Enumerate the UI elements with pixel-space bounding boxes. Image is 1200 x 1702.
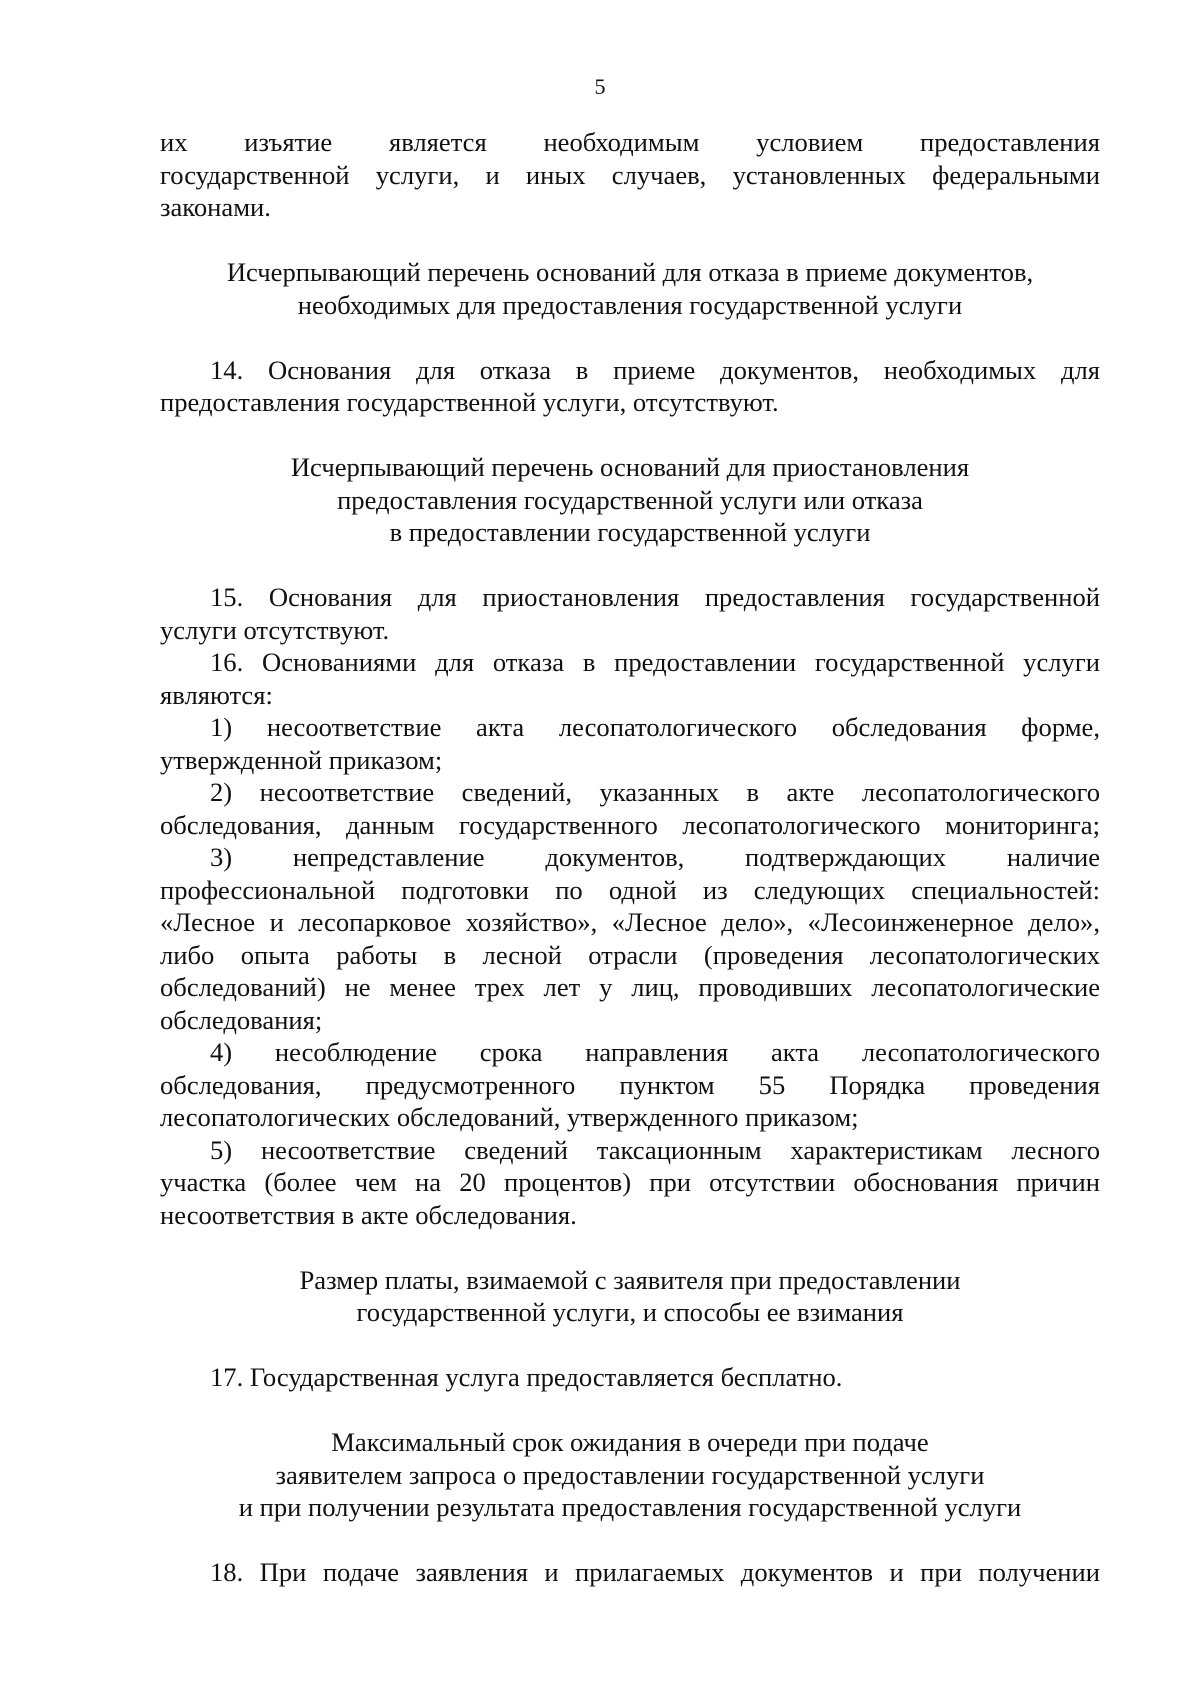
block-spacer bbox=[160, 419, 1100, 452]
text-line: участка (более чем на 20 процентов) при отсутствии обоснования причин bbox=[160, 1167, 1100, 1197]
paragraph bbox=[160, 581, 1100, 1231]
document-body bbox=[160, 126, 1100, 1589]
section-heading bbox=[160, 1426, 1100, 1524]
block-spacer bbox=[160, 1394, 1100, 1427]
text-line: «Лесное и лесопарковое хозяйство», «Лесное дело», «Лесоинженерное дело», bbox=[160, 907, 1100, 937]
paragraph bbox=[160, 1361, 1100, 1394]
heading-line: предоставления государственной услуги или отказа bbox=[337, 484, 923, 515]
block-spacer bbox=[160, 1329, 1100, 1362]
text-line: 17. Государственная услуга предоставляется бесплатно. bbox=[210, 1362, 843, 1392]
text-line: обследования, данным государственного лесопатологического мониторинга; bbox=[160, 809, 1100, 840]
heading-line: заявителем запроса о предоставлении государственной услуги bbox=[275, 1459, 985, 1490]
heading-line: Исчерпывающий перечень оснований для отказа в приеме документов, bbox=[226, 257, 1034, 287]
text-line: 18. При подаче заявления и прилагаемых документов и при получении bbox=[210, 1557, 1100, 1587]
text-line: либо опыта работы в лесной отрасли (проведения лесопатологических bbox=[160, 939, 1100, 970]
text-line: предоставления государственной услуги, отсутствуют. bbox=[160, 387, 779, 417]
section-heading bbox=[160, 451, 1100, 549]
block-spacer bbox=[160, 224, 1100, 257]
text-line: услуги отсутствуют. bbox=[160, 614, 390, 645]
block-spacer bbox=[160, 321, 1100, 354]
block-spacer bbox=[160, 1231, 1100, 1264]
text-line: 15. Основания для приостановления предоставления государственной bbox=[210, 582, 1100, 612]
page-number: 5 bbox=[594, 74, 606, 99]
text-line: профессиональной подготовки по одной из следующих специальностей: bbox=[160, 874, 1100, 905]
heading-line: государственной услуги, и способы ее взимания bbox=[356, 1297, 904, 1327]
text-line: 1) несоответствие акта лесопатологического обследования форме, bbox=[210, 712, 1100, 742]
text-line: 16. Основаниями для отказа в предоставлении государственной услуги bbox=[210, 647, 1100, 677]
paragraph bbox=[160, 1556, 1100, 1589]
section-heading bbox=[160, 1264, 1100, 1329]
text-line: 2) несоответствие сведений, указанных в акте лесопатологического bbox=[210, 777, 1100, 807]
heading-line: Максимальный срок ожидания в очереди при подаче bbox=[331, 1427, 929, 1457]
heading-line: в предоставлении государственной услуги bbox=[389, 517, 871, 547]
text-line: 3) непредставление документов, подтверждающих наличие bbox=[210, 842, 1100, 872]
heading-line: Размер платы, взимаемой с заявителя при предоставлении bbox=[299, 1264, 961, 1295]
heading-line: необходимых для предоставления государственной услуги bbox=[297, 289, 963, 320]
text-line: их изъятие является необходимым условием предоставления bbox=[160, 127, 1100, 157]
text-line: 5) несоответствие сведений таксационным характеристикам лесного bbox=[210, 1134, 1100, 1165]
section-heading bbox=[160, 256, 1100, 321]
text-line: обследования, предусмотренного пунктом 55 Порядка проведения bbox=[160, 1069, 1100, 1100]
heading-line: и при получении результата предоставления государственной услуги bbox=[238, 1492, 1022, 1522]
text-line: 14. Основания для отказа в приеме документов, необходимых для bbox=[210, 354, 1100, 385]
text-line: несоответствия в акте обследования. bbox=[160, 1199, 577, 1230]
text-line: утвержденной приказом; bbox=[160, 744, 443, 775]
paragraph bbox=[160, 126, 1100, 224]
block-spacer bbox=[160, 1524, 1100, 1557]
text-line: лесопатологических обследований, утвержденного приказом; bbox=[160, 1102, 859, 1132]
text-line: обследований) не менее трех лет у лиц, проводивших лесопатологические bbox=[160, 972, 1100, 1002]
text-line: 4) несоблюдение срока направления акта лесопатологического bbox=[210, 1037, 1100, 1067]
text-line: являются: bbox=[160, 679, 273, 710]
paragraph bbox=[160, 354, 1100, 419]
heading-line: Исчерпывающий перечень оснований для приостановления bbox=[290, 452, 970, 482]
block-spacer bbox=[160, 549, 1100, 582]
text-line: государственной услуги, и иных случаев, установленных федеральными bbox=[160, 159, 1100, 190]
text-line: законами. bbox=[160, 192, 271, 222]
text-line: обследования; bbox=[160, 1004, 323, 1035]
